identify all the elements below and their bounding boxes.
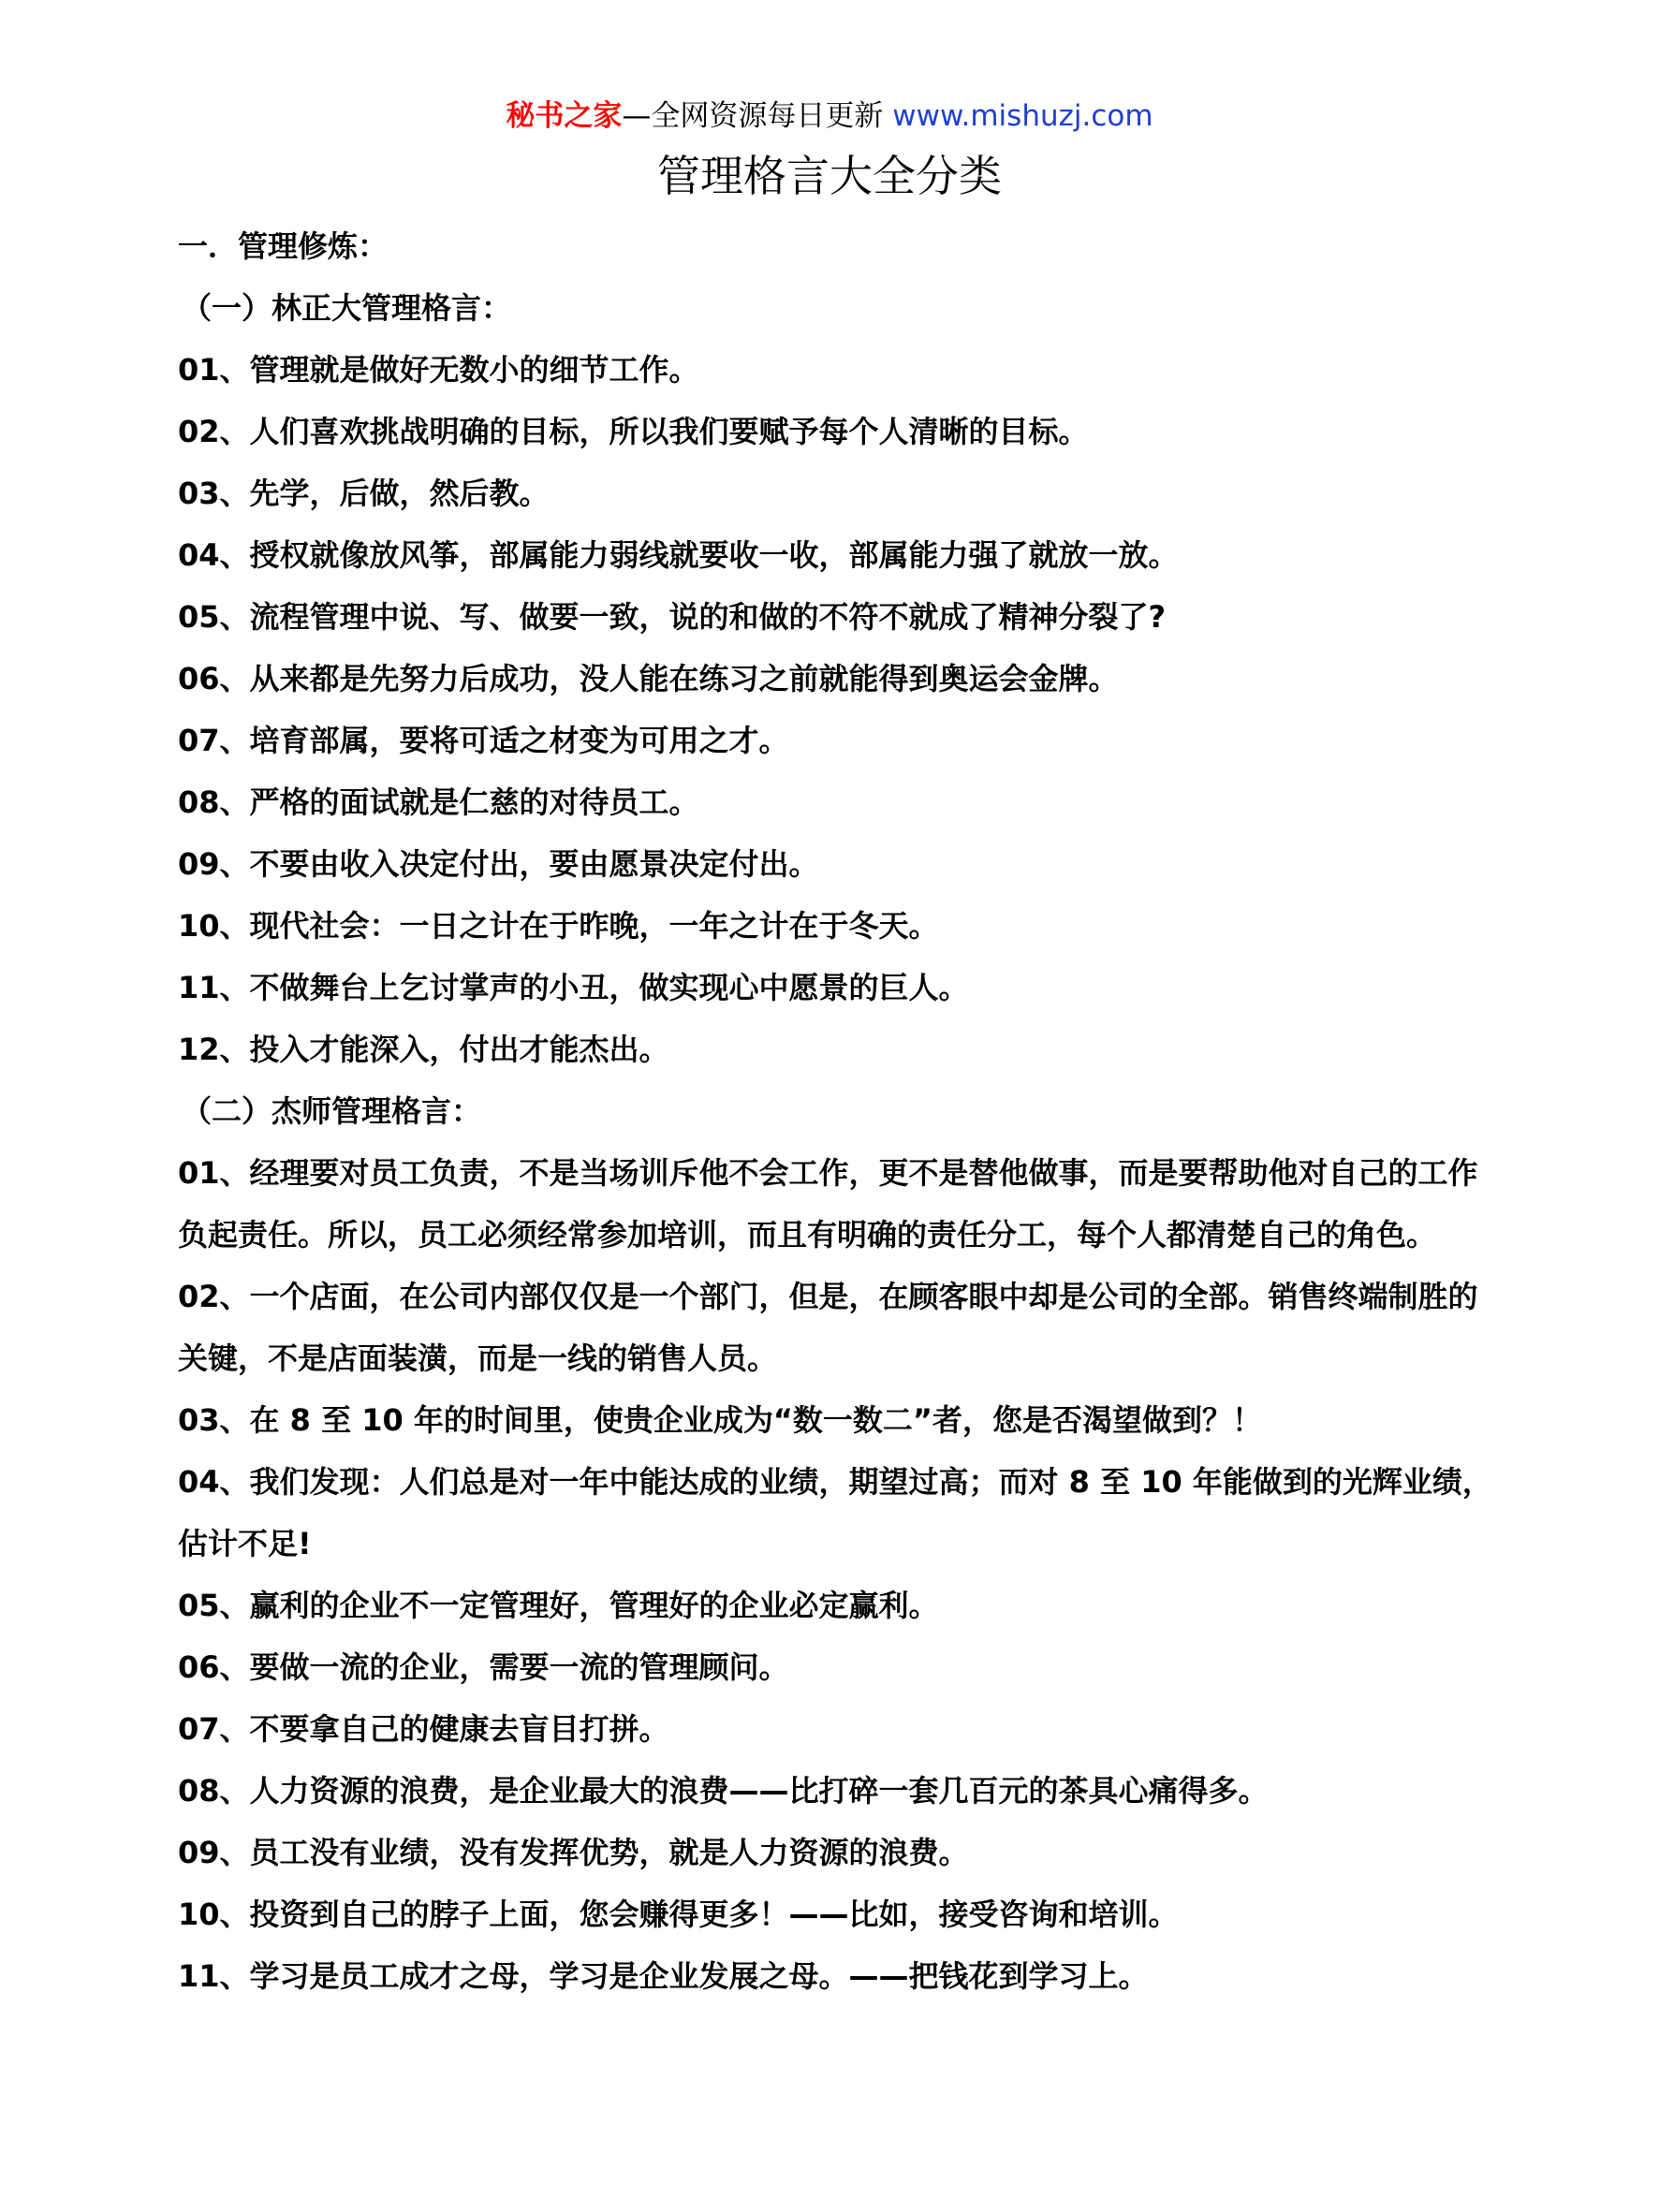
brand-name: 秘书之家 xyxy=(506,99,623,133)
subsection-heading-lin: （一）林正大管理格言： xyxy=(182,290,512,326)
list-item: 06、从来都是先努力后成功，没人能在练习之前就能得到奥运会金牌。 xyxy=(178,661,1119,696)
list-item: 06、要做一流的企业，需要一流的管理顾问。 xyxy=(178,1649,789,1685)
list-item: 04、我们发现：人们总是对一年中能达成的业绩，期望过高；而对 8 至 10 年能做到的光辉业绩，估计不足! xyxy=(178,1464,1492,1561)
list-item: 07、不要拿自己的健康去盲目打拼。 xyxy=(178,1711,669,1747)
site-header xyxy=(0,97,1659,135)
document-title: 管理格言大全分类 xyxy=(657,151,1002,201)
list-item: 07、培育部属，要将可适之材变为可用之才。 xyxy=(178,723,789,758)
list-item: 11、学习是员工成才之母，学习是企业发展之母。——把钱花到学习上。 xyxy=(178,1958,1149,1994)
list-item: 05、赢利的企业不一定管理好，管理好的企业必定赢利。 xyxy=(178,1588,939,1623)
list-item: 10、现代社会：一日之计在于昨晚，一年之计在于冬天。 xyxy=(178,908,939,944)
list-item: 01、经理要对员工负责，不是当场训斥他不会工作，更不是替他做事，而是要帮助他对自己的工作负起责任。所以，员工必须经常参加培训，而且有明确的责任分工，每个人都清楚自己的角色。 xyxy=(178,1155,1478,1252)
list-item: 05、流程管理中说、写、做要一致，说的和做的不符不就成了精神分裂了? xyxy=(178,599,1167,635)
subsection-heading-jie: （二）杰师管理格言： xyxy=(182,1093,482,1129)
list-item: 03、在 8 至 10 年的时间里，使贵企业成为“数一数二”者，您是否渴望做到？！ xyxy=(178,1402,1262,1438)
list-item: 02、一个店面，在公司内部仅仅是一个部门，但是，在顾客眼中却是公司的全部。销售终端制胜的关键，不是店面装潢，而是一线的销售人员。 xyxy=(178,1279,1478,1376)
list-item: 11、不做舞台上乞讨掌声的小丑，做实现心中愿景的巨人。 xyxy=(178,970,969,1005)
list-item: 01、管理就是做好无数小的细节工作。 xyxy=(178,352,699,388)
list-item: 09、员工没有业绩，没有发挥优势，就是人力资源的浪费。 xyxy=(178,1835,969,1870)
list-item: 08、人力资源的浪费，是企业最大的浪费——比打碎一套几百元的茶具心痛得多。 xyxy=(178,1773,1269,1809)
list-item: 12、投入才能深入，付出才能杰出。 xyxy=(178,1032,669,1067)
header-tagline: —全网资源每日更新 xyxy=(622,99,884,133)
list-item: 09、不要由收入决定付出，要由愿景决定付出。 xyxy=(178,846,819,882)
list-item: 10、投资到自己的脖子上面，您会赚得更多！——比如，接受咨询和培训。 xyxy=(178,1897,1179,1932)
list-item: 03、先学，后做，然后教。 xyxy=(178,476,550,511)
list-item: 02、人们喜欢挑战明确的目标，所以我们要赋予每个人清晰的目标。 xyxy=(178,414,1089,449)
list-item: 04、授权就像放风筝，部属能力弱线就要收一收，部属能力强了就放一放。 xyxy=(178,537,1179,573)
document-body xyxy=(178,215,1507,2007)
section-heading: 一．管理修炼： xyxy=(178,228,389,264)
site-url-link[interactable]: www.mishuzj.com xyxy=(892,99,1153,133)
list-item: 08、严格的面试就是仁慈的对待员工。 xyxy=(178,784,699,820)
